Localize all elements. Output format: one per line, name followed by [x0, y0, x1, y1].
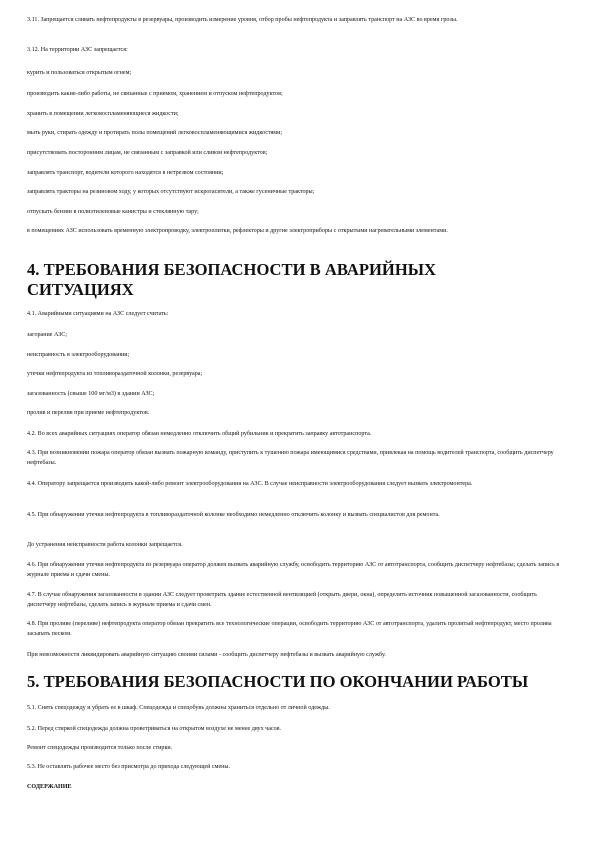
paragraph-4-2: 4.2. Во всех аварийных ситуациях оператор обязан немедленно отключить общий рубильник и прекратить заправку автотранспорта. [27, 431, 372, 437]
paragraph-3-11: 3.11. Запрещается сливать нефтепродукты в резервуары, производить измерение уровня, отбор пробы нефтепродукта и заправлять транспорт на АЗС во время грозы. [27, 17, 458, 23]
paragraph-4-6: 4.6. При обнаружении утечки нефтепродукта из резервуара оператор должен вызвать аварийную службу, освободить территорию АЗС от автотранспорта, сообщить диспетчеру нефтебазы; сделать запись в журнале приема и сдачи смены. [27, 562, 560, 578]
list-item: отпускать бензин в полиэтиленовые канистры и стеклянную тару; [27, 209, 199, 215]
section-4-heading-line-2: СИТУАЦИЯХ [27, 280, 134, 299]
list-item: в помещениях АЗС использовать временную электропроводку, электроплитки, рефлекторы и другие электроприборы с открытыми нагревательными элементами. [27, 228, 448, 234]
list-item: неисправность в электрооборудовании; [27, 352, 130, 358]
paragraph-5-3: 5.3. Не оставлять рабочее место без присмотра до прихода следующей смены. [27, 764, 231, 770]
list-item: хранить в помещении легковоспламеняющиеся жидкости; [27, 111, 179, 117]
paragraph-3-12: 3.12. На территории АЗС запрещается: [27, 47, 128, 53]
paragraph-4-9: При невозможности ликвидировать аварийную ситуацию своими силами - сообщить диспетчеру нефтебазы и вызвать аварийную службу. [27, 652, 386, 658]
list-item: заправлять транспорт, водители которого находятся в нетрезвом состоянии; [27, 170, 224, 176]
list-item: мыть руки, стирать одежду и протирать полы помещений легковоспламеняющимися жидкостями; [27, 130, 283, 136]
paragraph-4-7: 4.7. В случае обнаружения загазованности в здании АЗС следует проветрить здание естественной вентиляцией (открыть двери, окна), определить источник повышенной загазованности, сообщить диспетчеру нефтебазы, сделать запись в журнале приема и сдачи смен. [27, 592, 537, 608]
list-item: утечки нефтепродукта из топливораздаточной колонки, резервуара; [27, 371, 203, 377]
list-item: загорание АЗС; [27, 332, 68, 338]
paragraph-4-8: 4.8. При проливе (переливе) нефтепродукта оператор обязан прекратить все технологические операции, освободить территорию АЗС от автотранспорта, удалить пролитый нефтепродукт, место пролива засыпать песком. [27, 621, 552, 637]
paragraph-5-2: 5.2. Перед стиркой спецодежда должна проветриваться на открытом воздухе не менее двух часов. [27, 726, 282, 732]
list-item: пролив и перелив при приеме нефтепродуктов. [27, 410, 150, 416]
paragraph-4-4: 4.4. Оператору запрещается производить какой-либо ремонт электрооборудования на АЗС. В случае неисправности электрооборудования следует вызвать электромонтера. [27, 481, 473, 487]
paragraph-4-5b: До устранения неисправности работа колонки запрещается. [27, 542, 183, 548]
paragraph-4-5: 4.5. При обнаружении утечки нефтепродукта в топливораздаточной колонке необходимо немедленно отключить колонку и вызвать специалистов для ремонта. [27, 512, 440, 518]
paragraph-5-2b: Ремонт спецодежды производится только после стирки. [27, 745, 173, 751]
list-item: присутствовать посторонним лицам, не связанным с заправкой или сливом нефтепродуктов; [27, 150, 268, 156]
section-4-heading-line-1: 4. ТРЕБОВАНИЯ БЕЗОПАСНОСТИ В АВАРИЙНЫХ [27, 260, 437, 279]
paragraph-4-1: 4.1. Аварийными ситуациями на АЗС следует считать: [27, 311, 169, 317]
list-item: заправлять тракторы на резиновом ходу, у которых отсутствуют искрогасители, а также гусеничные тракторы; [27, 189, 315, 195]
paragraph-4-3: 4.3. При возникновении пожара оператор обязан вызвать пожарную команду, приступить к тушению пожара имеющимися средствами, привлекая на помощь водителей транспорта, сообщить диспетчеру нефтебазы. [27, 450, 554, 466]
section-5-heading: 5. ТРЕБОВАНИЯ БЕЗОПАСНОСТИ ПО ОКОНЧАНИИ РАБОТЫ [27, 672, 529, 691]
paragraph-5-1: 5.1. Снять спецодежду и убрать ее в шкаф. Спецодежда и спецобувь должны храниться отдельно от личной одежды. [27, 705, 330, 711]
list-item: загазованность (свыше 100 мг/м3) в здании АЗС; [27, 391, 155, 397]
list-item: производить какие-либо работы, не связанные с приемом, хранением и отпуском нефтепродуктов; [27, 91, 283, 97]
list-item: курить и пользоваться открытым огнем; [27, 70, 132, 76]
contents-link[interactable]: СОДЕРЖАНИЕ [27, 784, 72, 790]
